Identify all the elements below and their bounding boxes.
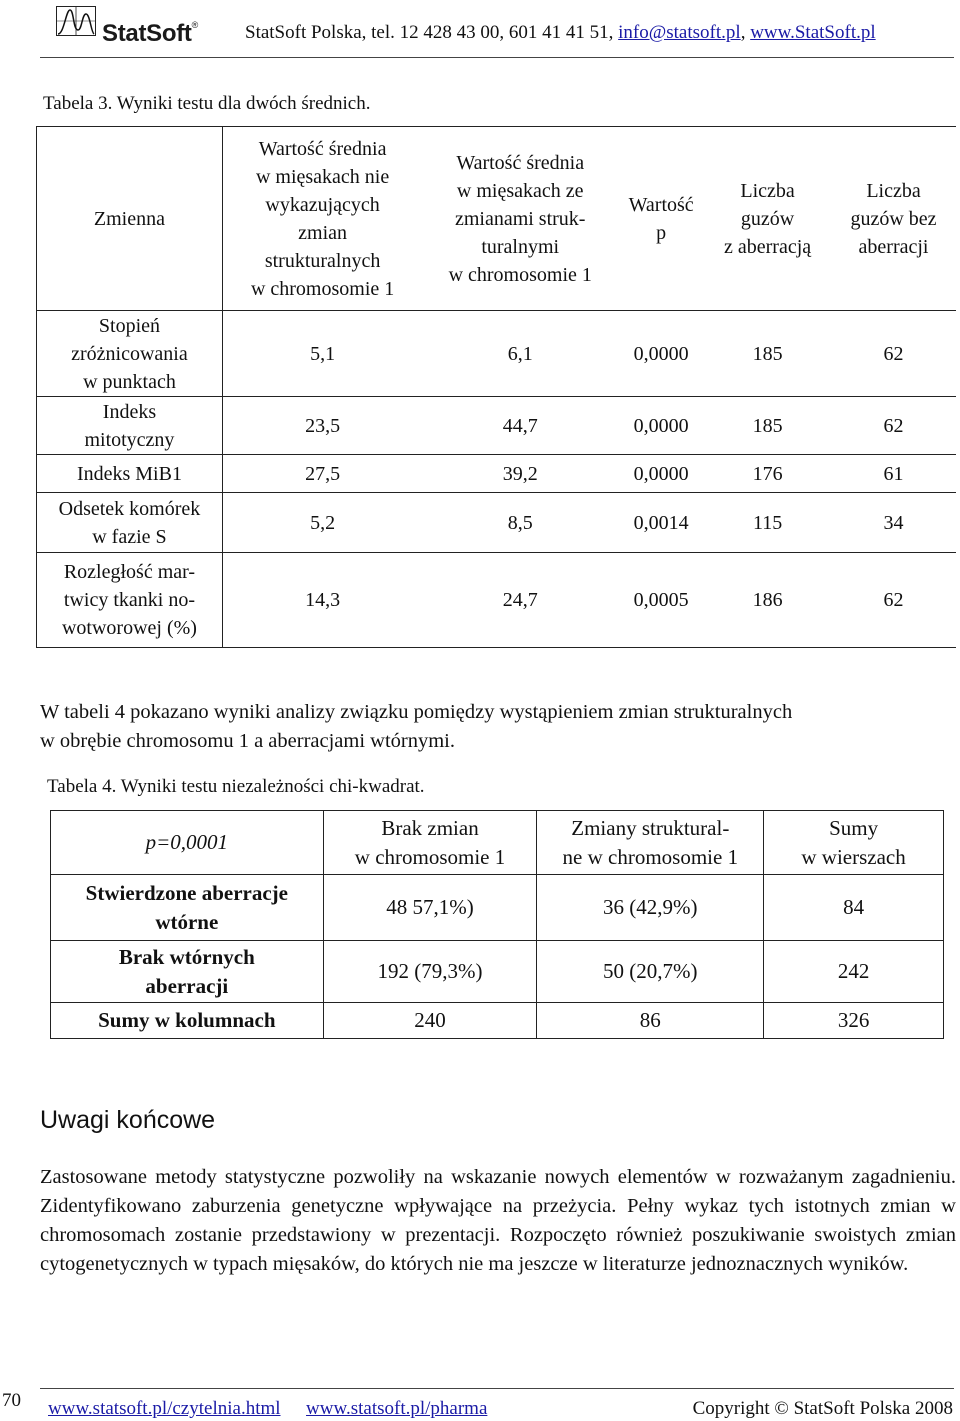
header-line: strukturalnych xyxy=(264,249,381,272)
table-row xyxy=(37,553,957,648)
table-row xyxy=(37,311,957,397)
statsoft-logo xyxy=(56,6,226,46)
row-label xyxy=(37,553,223,648)
label-line: aberracji xyxy=(145,973,229,998)
czytelnia-link[interactable]: www.statsoft.pl/czytelnia.html xyxy=(48,1398,281,1419)
header-line: zmianami struk- xyxy=(454,207,586,230)
cell-p-value: 0,0000 xyxy=(618,455,704,493)
table3-header-cell xyxy=(37,127,223,311)
header-divider xyxy=(40,57,954,58)
cell-mean-change: 24,7 xyxy=(422,553,618,648)
label-line: Sumy w kolumnach xyxy=(98,1008,276,1032)
header-line: zmian xyxy=(298,221,348,244)
header-line: turalnymi xyxy=(481,235,560,258)
table3-header-cell xyxy=(831,127,956,311)
header-line: Zmienna xyxy=(93,207,165,230)
table-row xyxy=(37,493,957,553)
label-line: Odsetek komórek xyxy=(58,497,201,520)
row-label xyxy=(37,397,223,455)
header-line: Wartość xyxy=(628,193,694,216)
row-label xyxy=(51,875,324,941)
header-line: w chromosomie 1 xyxy=(448,263,592,286)
contact-separator: , xyxy=(740,22,751,43)
header-line: w mięsakach ze xyxy=(456,179,584,202)
cell-count-aberr: 186 xyxy=(704,553,831,648)
paragraph-line: w obrębie chromosomu 1 a aberracjami wtórnymi. xyxy=(40,730,455,752)
footer-links xyxy=(48,1398,487,1420)
label-line: Indeks xyxy=(102,400,157,423)
table4-header-cell xyxy=(764,811,944,875)
table4-header-cell xyxy=(537,811,764,875)
cell-count-no-aberr: 34 xyxy=(831,493,956,553)
label-line: Stwierdzone aberracje xyxy=(85,880,288,905)
table-row xyxy=(51,941,944,1003)
header-line: aberracji xyxy=(858,235,929,258)
table3-header-cell xyxy=(618,127,704,311)
table3-header-cell xyxy=(422,127,618,311)
cell-change: 36 (42,9%) xyxy=(537,875,764,941)
cell-mean-change: 6,1 xyxy=(422,311,618,397)
cell-row-sum: 242 xyxy=(764,941,944,1003)
cell-no-change: 192 (79,3%) xyxy=(323,941,537,1003)
cell-no-change: 48 57,1%) xyxy=(323,875,537,941)
label-line: Stopień xyxy=(98,314,161,337)
header-line: w wierszach xyxy=(801,844,906,869)
header-contact xyxy=(245,22,876,44)
table-row xyxy=(51,1003,944,1039)
table3-caption: Tabela 3. Wyniki testu dla dwóch średnich. xyxy=(43,93,371,114)
table3-header-cell xyxy=(222,127,422,311)
cell-count-no-aberr: 62 xyxy=(831,311,956,397)
cell-p-value: 0,0014 xyxy=(618,493,704,553)
cell-change: 86 xyxy=(537,1003,764,1039)
header-line: p xyxy=(656,221,667,244)
cell-no-change: 240 xyxy=(323,1003,537,1039)
page-number: 70 xyxy=(2,1390,21,1411)
header-line: w chromosomie 1 xyxy=(250,277,395,300)
header-line: z aberracją xyxy=(724,235,812,258)
body-paragraph xyxy=(40,698,956,756)
header-line: w mięsakach nie xyxy=(255,165,390,188)
row-label xyxy=(51,1003,324,1039)
header-line: ne w chromosomie 1 xyxy=(562,844,739,869)
label-line: twicy tkanki no- xyxy=(63,589,195,611)
header-line: w chromosomie 1 xyxy=(354,844,506,869)
p-value-cell: p=0,0001 xyxy=(51,811,324,875)
row-label xyxy=(51,941,324,1003)
cell-mean-no-change: 5,2 xyxy=(222,493,422,553)
table4-header-row xyxy=(51,811,944,875)
cell-mean-no-change: 14,3 xyxy=(222,553,422,648)
header-line: Liczba xyxy=(866,179,921,202)
table3 xyxy=(36,126,956,648)
label-line: mitotyczny xyxy=(84,428,175,451)
row-label xyxy=(37,493,223,553)
cell-count-no-aberr: 61 xyxy=(831,455,956,493)
row-label xyxy=(37,311,223,397)
pharma-link[interactable]: www.statsoft.pl/pharma xyxy=(306,1398,488,1419)
header-line: Sumy xyxy=(829,815,879,840)
header-line: guzów bez xyxy=(850,207,937,230)
table-row xyxy=(37,455,957,493)
cell-p-value: 0,0000 xyxy=(618,311,704,397)
label-line: w fazie S xyxy=(92,525,167,548)
contact-text: StatSoft Polska, tel. 12 428 43 00, 601 41 41 51, xyxy=(245,22,619,43)
header-line: Wartość średnia xyxy=(258,137,387,160)
cell-count-aberr: 185 xyxy=(704,311,831,397)
label-line: Indeks MiB1 xyxy=(76,462,182,485)
website-link[interactable]: www.StatSoft.pl xyxy=(750,22,876,43)
header-line: Wartość średnia xyxy=(456,151,585,174)
table4 xyxy=(50,810,944,1039)
cell-change: 50 (20,7%) xyxy=(537,941,764,1003)
label-line: w punktach xyxy=(83,370,176,393)
statsoft-logo-icon xyxy=(56,6,96,36)
cell-count-aberr: 176 xyxy=(704,455,831,493)
label-line: Rozległość mar- xyxy=(63,561,196,583)
email-link[interactable]: info@statsoft.pl xyxy=(618,22,741,43)
row-label xyxy=(37,455,223,493)
statsoft-wordmark: StatSoft® xyxy=(102,20,198,47)
header-line: Zmiany struktural- xyxy=(571,815,730,840)
header-line: wykazujących xyxy=(265,193,380,216)
footer-divider xyxy=(40,1388,954,1389)
header-line: Brak zmian xyxy=(381,815,479,840)
table-row xyxy=(37,397,957,455)
section-paragraph: Zastosowane metody statystyczne pozwoliły na wskazanie nowych elementów w rozważanym zagadnieniu. Zidentyfikowano zaburzenia genetyczne wpływające na przeżycia. Pełny wykaz tych istotnych zmian w chromosomach zostanie przedstawiony w prezentacji. Rozpoczęto również poszukiwanie swoistych zmian cytogenetycznych w typach mięsaków, do których nie ma jeszcze w literaturze jednoznacznych wyników. xyxy=(40,1166,956,1275)
header-line: Liczba xyxy=(740,179,795,202)
cell-count-no-aberr: 62 xyxy=(831,553,956,648)
cell-p-value: 0,0000 xyxy=(618,397,704,455)
cell-row-sum: 326 xyxy=(764,1003,944,1039)
cell-count-no-aberr: 62 xyxy=(831,397,956,455)
cell-mean-change: 8,5 xyxy=(422,493,618,553)
copyright: Copyright © StatSoft Polska 2008 xyxy=(692,1398,953,1419)
cell-count-aberr: 115 xyxy=(704,493,831,553)
table3-header-row xyxy=(37,127,957,311)
cell-mean-no-change: 23,5 xyxy=(222,397,422,455)
table4-header-cell xyxy=(323,811,537,875)
label-line: wotworowej (%) xyxy=(61,617,197,639)
header-line: guzów xyxy=(740,207,795,230)
cell-mean-no-change: 5,1 xyxy=(222,311,422,397)
cell-p-value: 0,0005 xyxy=(618,553,704,648)
cell-row-sum: 84 xyxy=(764,875,944,941)
paragraph-line: W tabeli 4 pokazano wyniki analizy związku pomiędzy wystąpieniem zmian strukturalnych xyxy=(40,701,793,723)
cell-mean-no-change: 27,5 xyxy=(222,455,422,493)
cell-mean-change: 44,7 xyxy=(422,397,618,455)
table3-header-cell xyxy=(704,127,831,311)
label-line: wtórne xyxy=(155,909,219,934)
table4-caption: Tabela 4. Wyniki testu niezależności chi-kwadrat. xyxy=(47,776,425,797)
cell-mean-change: 39,2 xyxy=(422,455,618,493)
cell-count-aberr: 185 xyxy=(704,397,831,455)
table-row xyxy=(51,875,944,941)
label-line: Brak wtórnych xyxy=(118,944,255,969)
label-line: zróżnicowania xyxy=(71,342,188,365)
section-title: Uwagi końcowe xyxy=(40,1106,216,1134)
